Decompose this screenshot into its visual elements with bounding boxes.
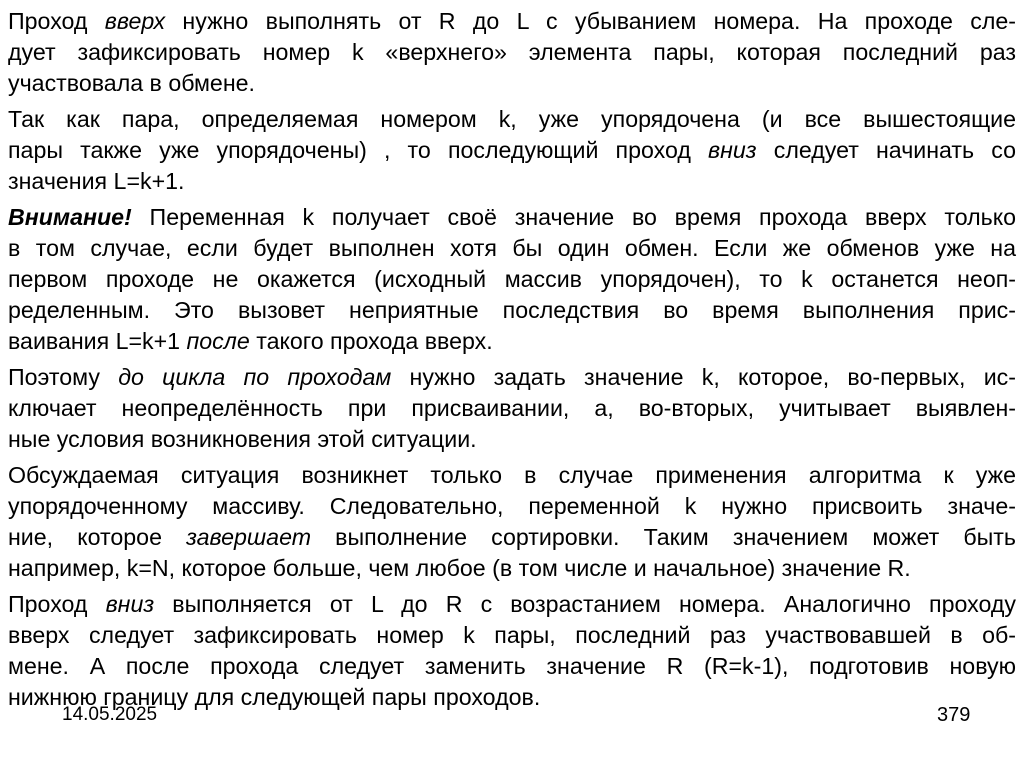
text-line — [8, 233, 1016, 264]
text-segment: ределенным. Это вызовет неприятные последствия во время выполнения прис- — [8, 297, 1016, 323]
text-line — [8, 264, 1016, 295]
text-line — [8, 295, 1016, 326]
text-segment: Проход — [8, 8, 105, 34]
italic-text: завершает — [186, 524, 312, 550]
paragraph — [8, 589, 1016, 713]
text-segment: следует начинать со — [756, 137, 1017, 163]
italic-text: до цикла по проходам — [118, 364, 392, 390]
text-segment: мене. А после прохода следует заменить значение R (R=k-1), подготовив новую — [8, 653, 1016, 679]
paragraph — [8, 104, 1016, 197]
text-line — [8, 424, 1016, 455]
text-line — [8, 393, 1016, 424]
text-segment: ные условия возникновения этой ситуации. — [8, 426, 477, 452]
text-segment: ние, которое — [8, 524, 187, 550]
text-line — [8, 37, 1016, 68]
paragraph — [8, 202, 1016, 357]
text-line — [8, 589, 1016, 620]
text-segment: нужно выполнять от R до L с убыванием номера. На проходе сле- — [165, 8, 1016, 34]
italic-text: вниз — [708, 137, 757, 163]
text-line — [8, 682, 1016, 713]
text-segment: Переменная k получает своё значение во время прохода вверх только — [131, 204, 1016, 230]
text-line — [8, 522, 1016, 553]
text-segment: например, k=N, которое больше, чем любое (в том числе и начальное) значение R. — [8, 555, 911, 581]
text-segment: нижнюю границу для следующей пары проходов. — [8, 684, 541, 710]
paragraph — [8, 460, 1016, 584]
text-line — [8, 166, 1016, 197]
paragraph — [8, 6, 1016, 99]
text-segment: выполнение сортировки. Таким значением может быть — [311, 524, 1016, 550]
text-segment: Так как пара, определяемая номером k, уже упорядочена (и все вышестоящие — [8, 106, 1016, 132]
text-line — [8, 326, 1016, 357]
text-line — [8, 362, 1016, 393]
text-segment: ключает неопределённость при присваивании, а, во-вторых, учитывает выявлен- — [8, 395, 1016, 421]
text-segment: нужно задать значение k, которое, во-первых, ис- — [391, 364, 1016, 390]
text-segment: значения L=k+1. — [8, 168, 185, 194]
text-segment: участвовала в обмене. — [8, 70, 255, 96]
text-segment: такого прохода вверх. — [249, 328, 493, 354]
text-segment: дует зафиксировать номер k «верхнего» элемента пары, которая последний раз — [8, 39, 1016, 65]
text-line — [8, 651, 1016, 682]
footer-page-number: 379 — [937, 704, 971, 726]
text-segment: Проход — [8, 591, 106, 617]
paragraph — [8, 362, 1016, 455]
text-segment: первом проходе не окажется (исходный массив упорядочен), то k останется неоп- — [8, 266, 1016, 292]
italic-text: после — [186, 328, 250, 354]
text-line — [8, 620, 1016, 651]
bold-italic-text: Внимание! — [8, 204, 132, 230]
text-segment: пары также уже упорядочены) , то последующий проход — [8, 137, 709, 163]
footer-date: 14.05.2025 — [62, 704, 158, 725]
text-segment: вверх следует зафиксировать номер k пары, последний раз участвовавшей в об- — [8, 622, 1016, 648]
text-segment: Обсуждаемая ситуация возникнет только в случае применения алгоритма к уже — [8, 462, 1016, 488]
italic-text: вниз — [105, 591, 155, 617]
text-segment: выполняется от L до R с возрастанием номера. Аналогично проходу — [154, 591, 1016, 617]
text-segment: Поэтому — [8, 364, 119, 390]
text-line — [8, 135, 1016, 166]
text-line — [8, 68, 1016, 99]
text-line — [8, 6, 1016, 37]
text-segment: упорядоченному массиву. Следовательно, переменной k нужно присвоить значе- — [8, 493, 1016, 519]
text-line — [8, 202, 1016, 233]
text-line — [8, 553, 1016, 584]
text-line — [8, 491, 1016, 522]
text-line — [8, 104, 1016, 135]
text-line — [8, 460, 1016, 491]
text-segment: ваивания L=k+1 — [8, 328, 187, 354]
slide-body — [8, 6, 1016, 713]
italic-text: вверх — [104, 8, 166, 34]
text-segment: в том случае, если будет выполнен хотя бы один обмен. Если же обменов уже на — [8, 235, 1016, 261]
